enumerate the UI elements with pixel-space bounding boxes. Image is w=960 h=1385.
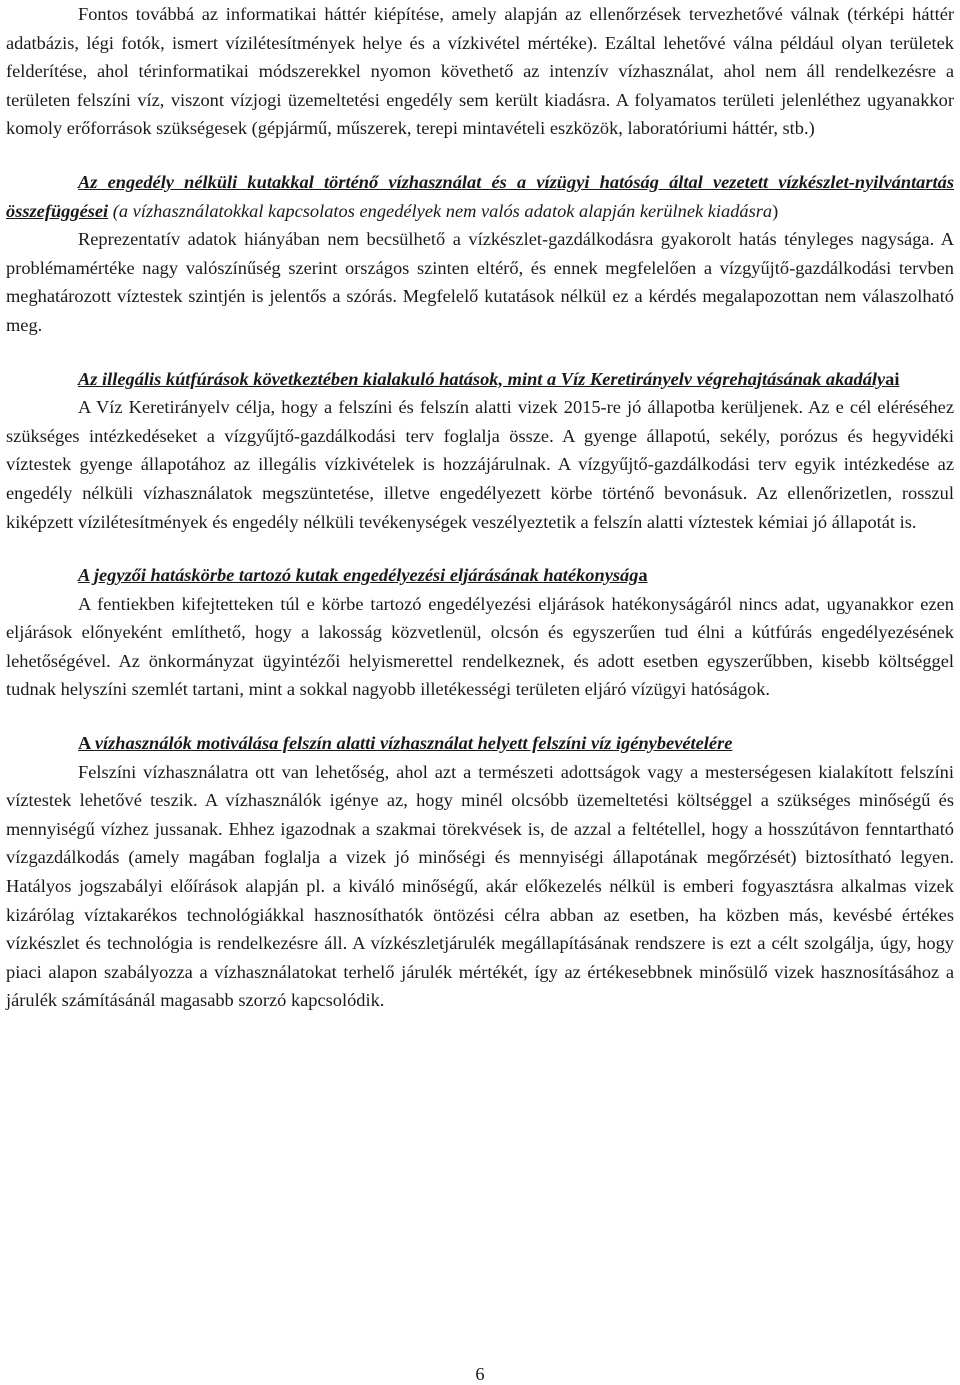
section-heading-lead: A — [78, 733, 95, 754]
section-heading-bold: Az illegális kútfúrások következtében kialakuló hatások, mint a Víz Keretirányelv végrehajtásának akadály — [78, 368, 886, 389]
section-heading-tail: ai — [885, 368, 900, 389]
section-heading-bold: vízhasználók motiválása felszín alatti vízhasználat helyett felszíni víz igénybevételére — [94, 733, 733, 754]
page-number: 6 — [475, 1364, 485, 1384]
section-heading-bold: A jegyzői hatáskörbe tartozó kutak engedélyezési eljárásának hatékonyság — [78, 565, 639, 586]
section-heading-surface-water — [6, 729, 954, 758]
section-heading-tail: a — [638, 565, 648, 586]
section-body-surface-water: Felszíni vízhasználatra ott van lehetőség, ahol azt a természeti adottságok vagy a mesterségesen kialakított felszíni víztestek lehetővé teszik. A vízhasználók igénye az, hogy minél olcsóbb üzemeltetési költséggel a szükséges minőségű és mennyiségű vízhez jussanak. Ehhez igazodnak a szakmai törekvések is, de azzal a feltétellel, hogy a hosszútávon fenntartható vízgazdálkodás (amely magában foglalja a vizek jó minőségi és mennyiségi állapotának megőrzését) biztosítható legyen. Hatályos jogszabályi előírások alapján pl. a kiváló minőségű, akár előkezelés nélkül is emberi fogyasztásra alkalmas vizek kizárólag víztakarékos technológiákkal hasznosíthatók öntözési célra abban az esetben, ha közben más, kevésbé értékes vízkészlet és technológia is rendelkezésre áll. A vízkészletjárulék megállapításának rendszere is ezt a célt szolgálja, úgy, hogy piaci alapon szabályozza a vízhasználatokat terhelő járulék mértékét, így az értékesebbnek minősülő vizek hasznosításához a járulék számításánál magasabb szorzó kapcsolódik. — [6, 761, 954, 1011]
section-body-notary-authority: A fentiekben kifejtetteken túl e körbe tartozó engedélyezési eljárások hatékonyságáról nincs adat, ugyanakkor ezen eljárások előnyeként említhető, hogy a lakosság közvetlenül, olcsón és egyszerűen tud élni a kútfúrás engedélyezésének lehetőségével. Az önkormányzat ügyintézői helyismerettel rendelkeznek, és adott esetben egyszerűbben, kisebb költséggel tudnak helyszíni szemlét tartani, mint a sokkal nagyobb illetékességi területen eljáró vízügyi hatóságok. — [6, 593, 954, 700]
section-heading-bold: Az engedély nélküli kutakkal történő vízhasználat és a vízügyi hatóság által vezetett vízkészlet-nyilvántartás összefüggései — [6, 171, 954, 221]
document-page — [6, 0, 954, 1015]
section-body-unlicensed-wells: Reprezentatív adatok hiányában nem becsülhető a vízkészlet-gazdálkodásra gyakorolt hatás tényleges nagysága. A problémamértéke nagy valószínűség szerint országos szinten eltérő, és ennek megfelelően a vízgyűjtő-gazdálkodási tervben meghatározott víztestek szintjén is jelentős a szórás. Megfelelő kutatások nélkül ez a kérdés megalapozottan nem válaszolható meg. — [6, 229, 954, 335]
section-heading-illegal-drilling — [6, 365, 954, 394]
section-heading-close: ) — [772, 200, 779, 221]
section-heading-unlicensed-wells — [6, 168, 954, 225]
section-heading-italic: (a vízhasználatokkal kapcsolatos engedélyek nem valós adatok alapján kerülnek kiadásra — [108, 200, 773, 221]
section-body-illegal-drilling: A Víz Keretirányelv célja, hogy a felszíni és felszín alatti vizek 2015-re jó állapotba kerüljenek. Az e cél eléréséhez szükséges intézkedéseket a vízgyűjtő-gazdálkodási terv foglalja össze. A gyenge állapotú, sekély, porózus és hegyvidéki víztestek gyenge állapotához az illegális vízkivételek is hozzájárulnak. A vízgyűjtő-gazdálkodási terv egyik intézkedése az engedély nélküli vízhasználatok megszüntetése, illetve engedélyezett körbe történő bevonásuk. Az ellenőrizetlen, rosszul kiképzett vízilétesítmények és engedély nélküli tevékenységek veszélyeztetik a felszín alatti víztestek kémiai jó állapotát is. — [6, 397, 954, 532]
section-heading-notary-authority — [6, 561, 954, 590]
intro-paragraph: Fontos továbbá az informatikai háttér kiépítése, amely alapján az ellenőrzések tervezhetővé válnak (térképi háttér adatbázis, légi fotók, ismert vízilétesítmények helye és a vízkivétel mértéke). Ezáltal lehetővé válna például olyan területek felderítése, ahol térinformatikai módszerekkel nyomon követhető az intenzív vízhasználat, ahol nem áll rendelkezésre a területen felszíni víz, viszont vízjogi üzemeltetési engedély sem került kiadásra. A folyamatos területi jelenléthez ugyanakkor komoly erőforrások szükségesek (gépjármű, műszerek, terepi mintavételi eszközök, laboratóriumi háttér, stb.) — [6, 4, 954, 139]
